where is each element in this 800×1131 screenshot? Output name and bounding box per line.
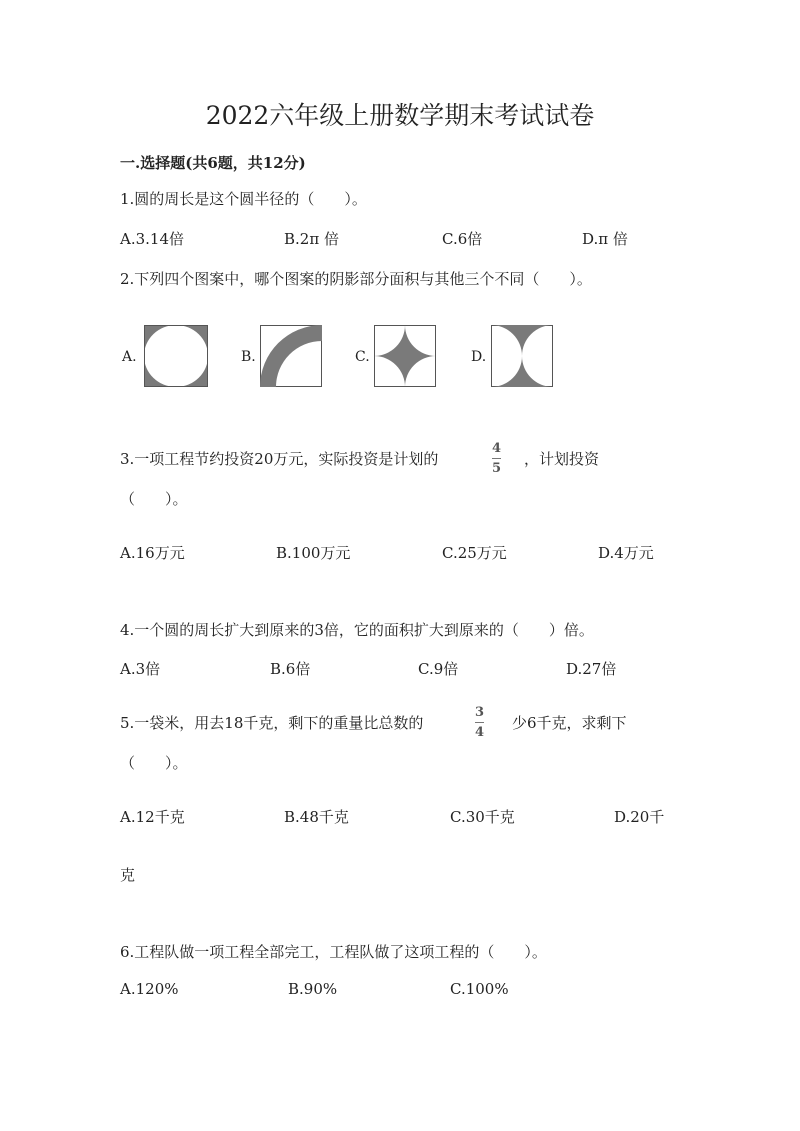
q3-fraction [492,441,501,476]
q5-option-d-wrap: 克 [120,866,136,884]
q3-option-c: C.25万元 [442,544,507,562]
fraction-bar [492,458,501,459]
q1-option-d: D.π 倍 [582,230,628,248]
q4-option-b: B.6倍 [270,660,311,678]
q5-option-d: D.20千 [614,808,665,826]
figure-a [144,325,208,387]
q5-option-c: C.30千克 [450,808,515,826]
question-3-text: 3.一项工程节约投资20万元，实际投资是计划的 [120,450,439,468]
page-title: 2022六年级上册数学期末考试试卷 [205,101,595,130]
figure-label-d: D. [471,349,487,365]
question-5-text: 5.一袋米，用去18千克，剩下的重量比总数的 [120,714,424,732]
figure-c [374,325,436,387]
figure-label-b: B. [241,349,256,365]
q5-fraction-numerator: 3 [475,705,485,720]
q5-option-a: A.12千克 [120,808,185,826]
figure-b [260,325,322,387]
question-1: 1.圆的周长是这个圆半径的（ ）。 [120,190,367,208]
q3-option-a: A.16万元 [120,544,185,562]
figure-label-c: C. [355,349,370,365]
q3-fraction-numerator: 4 [492,441,502,456]
question-6: 6.工程队做一项工程全部完工，工程队做了这项工程的（ ）。 [120,943,547,961]
question-3-text-after: ，计划投资 [524,450,600,468]
q5-fraction-denominator: 4 [475,725,485,740]
q6-option-c: C.100% [450,980,509,998]
question-5-blank: （ ）。 [120,754,188,772]
figure-d [491,325,553,387]
q3-option-d: D.4万元 [598,544,654,562]
q5-option-b: B.48千克 [284,808,349,826]
section-heading: 一.选择题(共6题，共12分) [120,154,306,172]
figure-label-a: A. [122,349,137,365]
question-3-blank: （ ）。 [120,490,188,508]
q4-option-a: A.3倍 [120,660,161,678]
question-2: 2.下列四个图案中，哪个图案的阴影部分面积与其他三个不同（ ）。 [120,270,592,288]
question-4: 4.一个圆的周长扩大到原来的3倍，它的面积扩大到原来的（ ）倍。 [120,621,594,639]
fraction-bar [475,722,484,723]
q6-option-a: A.120% [120,980,179,998]
q6-option-b: B.90% [288,980,338,998]
question-5-text-after: 少6千克，求剩下 [512,714,627,732]
q1-option-a: A.3.14倍 [120,230,184,248]
q4-option-c: C.9倍 [418,660,459,678]
q1-option-c: C.6倍 [442,230,483,248]
q3-option-b: B.100万元 [276,544,351,562]
q1-option-b: B.2π 倍 [284,230,339,248]
q4-option-d: D.27倍 [566,660,617,678]
q5-fraction [475,705,484,740]
q3-fraction-denominator: 5 [492,461,502,476]
